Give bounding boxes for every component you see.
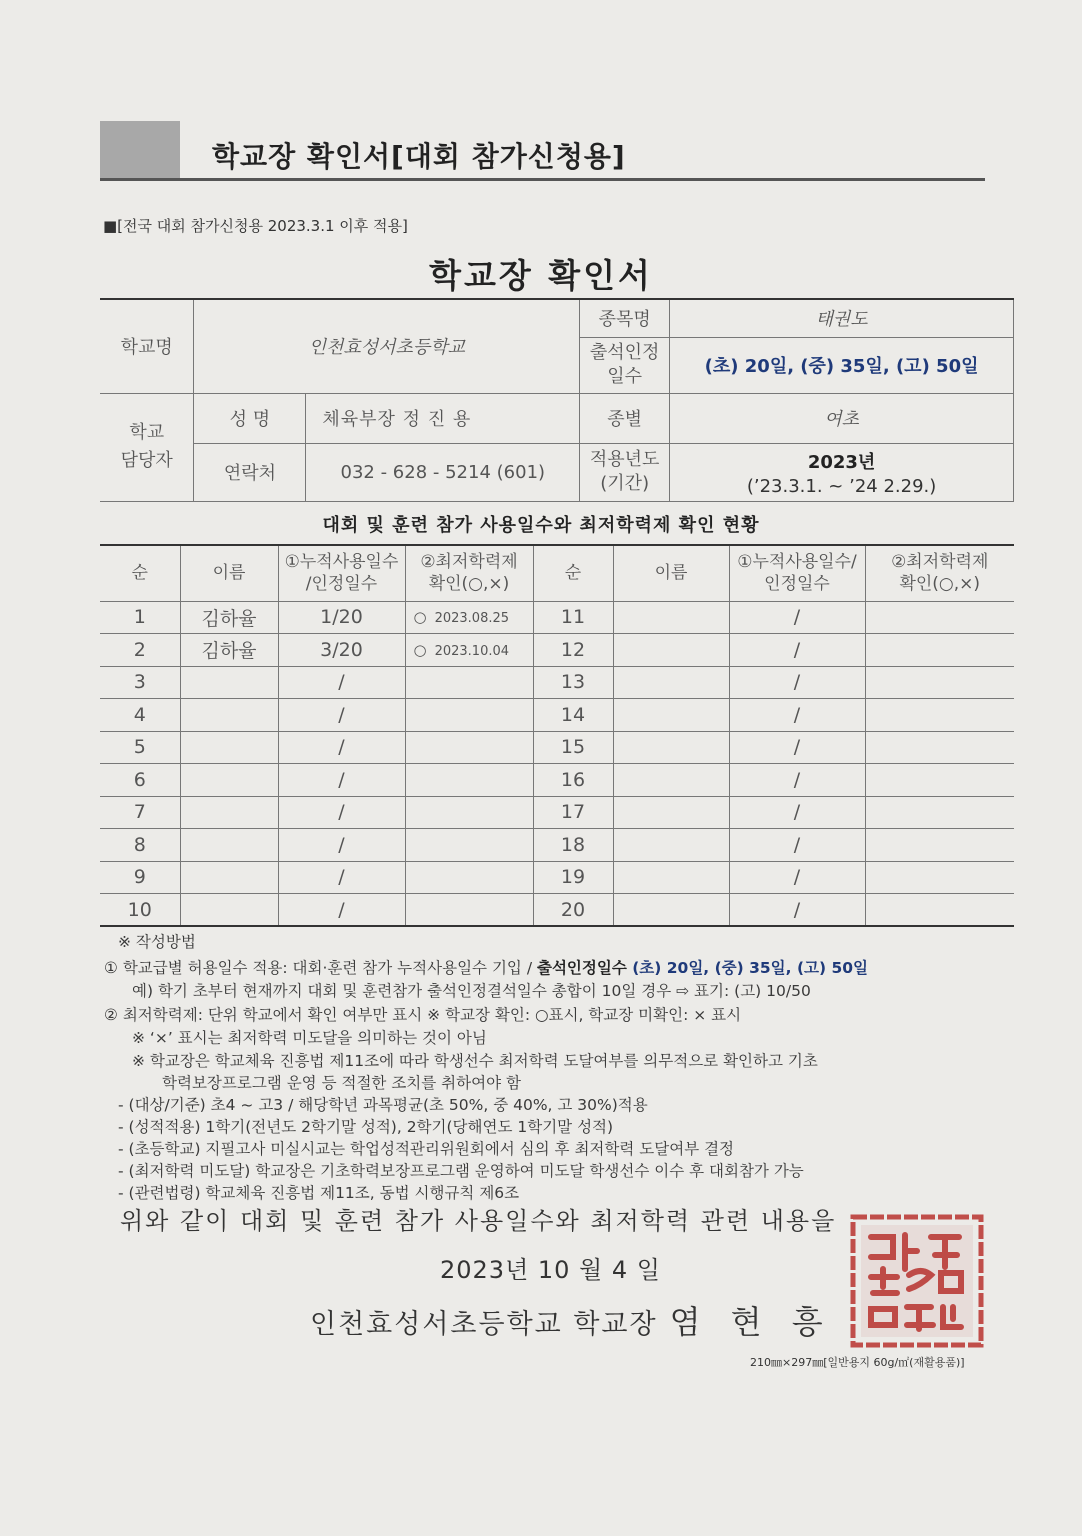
section-title: 대회 및 훈련 참가 사용일수와 최저학력제 확인 현황 <box>322 515 760 536</box>
roster-cell-check-r <box>865 731 1014 764</box>
roster-cell-check-l <box>405 601 533 634</box>
note-1-days: (초) 20일, (중) 35일, (고) 50일 <box>626 959 869 977</box>
check-date: 2023.08.25 <box>434 611 510 627</box>
header-no-left: 순 <box>100 545 180 601</box>
roster-cell-no-r: 16 <box>533 764 613 797</box>
roster-cell-used-r: / <box>729 894 865 927</box>
roster-cell-name-r <box>613 796 729 829</box>
roster-cell-used-r: / <box>729 861 865 894</box>
table-row <box>100 861 1014 894</box>
roster-cell-check-r <box>865 634 1014 667</box>
roster-cell-used-l: / <box>278 894 405 927</box>
header-no-right: 순 <box>533 545 613 601</box>
signer-line <box>310 1297 833 1343</box>
roster-cell-name-l: 김하율 <box>180 634 278 667</box>
roster-cell-name-r <box>613 666 729 699</box>
roster-cell-no-l: 8 <box>100 829 180 862</box>
roster-cell-name-r <box>613 861 729 894</box>
detail-2: - (성적적용) 1학기(전년도 2학기말 성적), 2학기(당해연도 1학기말 성적) <box>118 1118 614 1136</box>
note-1 <box>104 956 868 978</box>
check-mark-icon: ○ <box>413 608 427 627</box>
roster-cell-name-r <box>613 829 729 862</box>
roster-cell-check-r <box>865 666 1014 699</box>
year-cell <box>670 443 1014 501</box>
roster-cell-used-l: / <box>278 796 405 829</box>
banner-grey-block <box>100 121 180 179</box>
notes-heading: ※ 작성방법 <box>118 933 196 951</box>
note-2-a: ※ ‘×’ 표시는 최저학력 미도달을 의미하는 것이 아님 <box>132 1029 487 1047</box>
roster-cell-check-r <box>865 861 1014 894</box>
year-label: 적용년도 (기간) <box>580 443 670 501</box>
detail-4: - (최저학력 미도달) 학교장은 기초학력보장프로그램 운영하여 미도달 학생선수 이수 후 대회참가 가능 <box>118 1162 804 1180</box>
info-table <box>100 298 1014 502</box>
roster-cell-name-l <box>180 764 278 797</box>
header-name-left: 이름 <box>180 545 278 601</box>
roster-cell-no-r: 14 <box>533 699 613 732</box>
header-used-left: ①누적사용일수 /인정일수 <box>278 545 405 601</box>
contact-value: 032 - 628 - 5214 (601) <box>306 443 580 501</box>
roster-cell-check-r <box>865 796 1014 829</box>
roster-cell-name-l <box>180 699 278 732</box>
roster-cell-name-r <box>613 699 729 732</box>
check-date: 2023.10.04 <box>434 643 510 659</box>
roster-cell-check-r <box>865 699 1014 732</box>
event-value: 태권도 <box>670 299 1014 337</box>
table-row <box>100 796 1014 829</box>
staff-label: 학교 담당자 <box>100 393 194 501</box>
roster-cell-no-r: 19 <box>533 861 613 894</box>
roster-cell-name-r <box>613 731 729 764</box>
header-check-left: ②최저학력제 확인(○,×) <box>405 545 533 601</box>
roster-cell-used-l: 3/20 <box>278 634 405 667</box>
roster-cell-check-r <box>865 829 1014 862</box>
roster-cell-check-l <box>405 861 533 894</box>
roster-cell-name-r <box>613 634 729 667</box>
roster-cell-name-r <box>613 601 729 634</box>
roster-cell-name-l <box>180 829 278 862</box>
school-label: 학교명 <box>100 299 194 393</box>
contact-label: 연락처 <box>194 443 306 501</box>
note-1-example: 예) 학기 초부터 현재까지 대회 및 훈련참가 출석인정결석일수 총합이 10일 경우 ⇨ 표기: (고) 10/50 <box>132 982 811 1000</box>
event-label: 종목명 <box>580 299 670 337</box>
banner-title: 학교장 확인서[대회 참가신청용] <box>212 140 626 173</box>
roster-cell-no-l: 4 <box>100 699 180 732</box>
roster-cell-no-r: 12 <box>533 634 613 667</box>
attendance-label: 출석인정 일수 <box>580 337 670 393</box>
table-row <box>100 634 1014 667</box>
roster-cell-used-r: / <box>729 829 865 862</box>
header-check-right: ②최저학력제 확인(○,×) <box>865 545 1014 601</box>
roster-cell-check-l <box>405 829 533 862</box>
roster-cell-no-l: 7 <box>100 796 180 829</box>
closing-statement: 위와 같이 대회 및 훈련 참가 사용일수와 최저학력 관련 내용을 <box>120 1207 837 1235</box>
category-label: 종별 <box>580 393 670 443</box>
roster-cell-check-r <box>865 894 1014 927</box>
roster-cell-check-l <box>405 666 533 699</box>
header-banner <box>100 121 985 182</box>
roster-cell-no-l: 1 <box>100 601 180 634</box>
header-used-right: ①누적사용일수/ 인정일수 <box>729 545 865 601</box>
table-row <box>100 699 1014 732</box>
roster-cell-no-l: 5 <box>100 731 180 764</box>
school-value: 인천효성서초등학교 <box>194 299 580 393</box>
roster-cell-name-l <box>180 861 278 894</box>
roster-cell-check-l <box>405 764 533 797</box>
roster-cell-name-l <box>180 796 278 829</box>
table-row <box>100 731 1014 764</box>
roster-cell-no-r: 18 <box>533 829 613 862</box>
note-1-bold: 출석인정일수 <box>536 959 627 977</box>
roster-cell-no-r: 11 <box>533 601 613 634</box>
roster-cell-no-r: 15 <box>533 731 613 764</box>
table-row <box>100 894 1014 927</box>
roster-cell-no-r: 13 <box>533 666 613 699</box>
roster-cell-name-l <box>180 666 278 699</box>
signer-title: 인천효성서초등학교 학교장 <box>310 1309 658 1340</box>
roster-cell-no-l: 10 <box>100 894 180 927</box>
roster-cell-used-l: / <box>278 764 405 797</box>
roster-cell-used-l: / <box>278 731 405 764</box>
roster-cell-name-l <box>180 894 278 927</box>
table-row <box>100 666 1014 699</box>
header-name-right: 이름 <box>613 545 729 601</box>
roster-cell-used-r: / <box>729 764 865 797</box>
attendance-value: (초) 20일, (중) 35일, (고) 50일 <box>670 337 1014 393</box>
name-label: 성 명 <box>194 393 306 443</box>
roster-cell-no-l: 3 <box>100 666 180 699</box>
category-value: 여초 <box>670 393 1014 443</box>
roster-cell-check-l <box>405 796 533 829</box>
document-title: 학교장 확인서 <box>429 256 653 295</box>
name-value: 체육부장 정 진 용 <box>306 393 580 443</box>
note-1-text: ① 학교급별 허용일수 적용: 대회·훈련 참가 누적사용일수 기입 / <box>104 959 537 977</box>
roster-cell-used-l: / <box>278 666 405 699</box>
note-2-b2: 학력보장프로그램 운영 등 적절한 조치를 취하여야 함 <box>162 1074 521 1092</box>
roster-cell-no-l: 2 <box>100 634 180 667</box>
roster-cell-check-l <box>405 699 533 732</box>
roster-cell-check-l <box>405 634 533 667</box>
roster-table <box>100 544 1014 927</box>
roster-cell-check-l <box>405 731 533 764</box>
roster-cell-check-l <box>405 894 533 927</box>
roster-cell-no-l: 6 <box>100 764 180 797</box>
check-mark-icon: ○ <box>413 640 427 659</box>
paper-spec-footer: 210㎜×297㎜[일반용지 60g/㎡(재활용품)] <box>750 1356 965 1369</box>
principal-seal-icon <box>849 1213 985 1349</box>
roster-cell-used-l: / <box>278 699 405 732</box>
note-2-b1: ※ 학교장은 학교체육 진흥법 제11조에 따라 학생선수 최저학력 도달여부를 의무적으로 확인하고 기초 <box>132 1052 818 1070</box>
detail-3: - (초등학교) 지필고사 미실시교는 학업성적관리위원회에서 심의 후 최저학력 도달여부 결정 <box>118 1140 735 1158</box>
roster-cell-used-r: / <box>729 796 865 829</box>
signer-name: 염 현 흥 <box>669 1303 833 1341</box>
roster-cell-used-l: / <box>278 829 405 862</box>
roster-cell-name-l: 김하율 <box>180 601 278 634</box>
roster-cell-no-r: 20 <box>533 894 613 927</box>
roster-cell-check-r <box>865 764 1014 797</box>
roster-cell-used-r: / <box>729 699 865 732</box>
roster-cell-name-r <box>613 764 729 797</box>
issue-date: 2023년 10 월 4 일 <box>440 1256 661 1284</box>
roster-cell-used-l: / <box>278 861 405 894</box>
roster-cell-used-l: 1/20 <box>278 601 405 634</box>
table-row <box>100 829 1014 862</box>
roster-cell-used-r: / <box>729 731 865 764</box>
table-row <box>100 764 1014 797</box>
roster-cell-name-r <box>613 894 729 927</box>
roster-cell-used-r: / <box>729 666 865 699</box>
roster-cell-no-r: 17 <box>533 796 613 829</box>
roster-cell-used-r: / <box>729 634 865 667</box>
table-row <box>100 601 1014 634</box>
period-value: (’23.3.1. ~ ’24 2.29.) <box>746 475 937 497</box>
roster-cell-used-r: / <box>729 601 865 634</box>
detail-5: - (관련법령) 학교체육 진흥법 제11조, 동법 시행규칙 제6조 <box>118 1184 520 1202</box>
year-value: 2023년 <box>807 451 876 473</box>
detail-1: - (대상/기준) 초4 ~ 고3 / 해당학년 과목평균(초 50%, 중 40%, 고 30%)적용 <box>118 1096 648 1114</box>
note-2: ② 최저학력제: 단위 학교에서 확인 여부만 표시 ※ 학교장 확인: ○표시, 학교장 미확인: × 표시 <box>104 1006 742 1024</box>
roster-cell-no-l: 9 <box>100 861 180 894</box>
roster-cell-check-r <box>865 601 1014 634</box>
applicability-notice: ■[전국 대회 참가신청용 2023.3.1 이후 적용] <box>103 217 408 235</box>
roster-cell-name-l <box>180 731 278 764</box>
banner-underline <box>100 178 985 181</box>
roster-header-row <box>100 545 1014 601</box>
